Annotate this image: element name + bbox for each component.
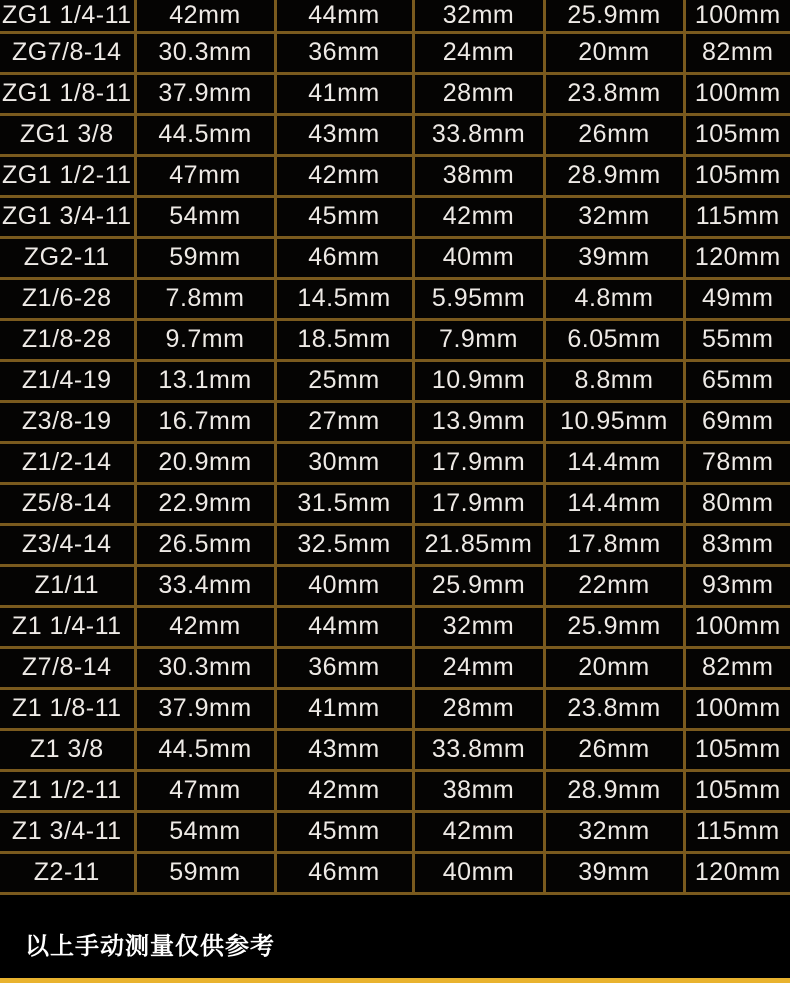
dimension-cell: 23.8mm <box>544 688 684 729</box>
dimension-cell: 28.9mm <box>544 155 684 196</box>
dimension-cell: 22mm <box>544 565 684 606</box>
dimension-cell: 20mm <box>544 32 684 73</box>
dimension-cell: 55mm <box>684 319 790 360</box>
dimension-cell: 28.9mm <box>544 770 684 811</box>
dimension-cell: 82mm <box>684 32 790 73</box>
dimension-cell: 25.9mm <box>544 606 684 647</box>
dimension-cell: 39mm <box>544 237 684 278</box>
thread-spec-cell: Z7/8-14 <box>0 647 135 688</box>
dimension-cell: 69mm <box>684 401 790 442</box>
dimension-cell: 59mm <box>135 852 275 893</box>
dimension-cell: 38mm <box>413 770 544 811</box>
dimension-cell: 17.9mm <box>413 442 544 483</box>
dimension-cell: 115mm <box>684 196 790 237</box>
dimension-cell: 20mm <box>544 647 684 688</box>
dimension-cell: 44mm <box>275 606 413 647</box>
dimension-cell: 24mm <box>413 32 544 73</box>
dimension-cell: 40mm <box>413 852 544 893</box>
thread-spec-cell: ZG1 1/4-11 <box>0 0 135 32</box>
dimension-cell: 45mm <box>275 196 413 237</box>
dimension-cell: 120mm <box>684 852 790 893</box>
table-row <box>0 155 790 196</box>
table-row <box>0 442 790 483</box>
dimension-cell: 44.5mm <box>135 729 275 770</box>
table-row <box>0 196 790 237</box>
table-row <box>0 319 790 360</box>
dimension-cell: 43mm <box>275 114 413 155</box>
dimension-cell: 30.3mm <box>135 32 275 73</box>
dimension-cell: 42mm <box>275 155 413 196</box>
table-row <box>0 0 790 32</box>
dimension-cell: 37.9mm <box>135 688 275 729</box>
table-row <box>0 606 790 647</box>
dimension-cell: 14.4mm <box>544 442 684 483</box>
dimension-cell: 10.95mm <box>544 401 684 442</box>
dimension-cell: 28mm <box>413 73 544 114</box>
dimension-cell: 25.9mm <box>413 565 544 606</box>
dimension-cell: 105mm <box>684 770 790 811</box>
dimension-cell: 5.95mm <box>413 278 544 319</box>
table-row <box>0 729 790 770</box>
dimension-cell: 37.9mm <box>135 73 275 114</box>
table-row <box>0 483 790 524</box>
dimension-cell: 93mm <box>684 565 790 606</box>
thread-spec-cell: Z1/6-28 <box>0 278 135 319</box>
dimension-cell: 20.9mm <box>135 442 275 483</box>
thread-spec-cell: ZG1 3/4-11 <box>0 196 135 237</box>
dimension-cell: 32mm <box>413 0 544 32</box>
dimension-cell: 42mm <box>275 770 413 811</box>
dimension-cell: 54mm <box>135 811 275 852</box>
dimension-cell: 105mm <box>684 729 790 770</box>
dimension-cell: 32mm <box>544 811 684 852</box>
dimension-cell: 30mm <box>275 442 413 483</box>
table-row <box>0 524 790 565</box>
table-row <box>0 688 790 729</box>
dimension-cell: 18.5mm <box>275 319 413 360</box>
dimension-cell: 42mm <box>413 196 544 237</box>
dimension-cell: 21.85mm <box>413 524 544 565</box>
dimension-cell: 41mm <box>275 73 413 114</box>
dimension-cell: 16.7mm <box>135 401 275 442</box>
dimension-cell: 44mm <box>275 0 413 32</box>
dimension-cell: 49mm <box>684 278 790 319</box>
table-row <box>0 401 790 442</box>
thread-spec-cell: Z1/4-19 <box>0 360 135 401</box>
table-row <box>0 852 790 893</box>
dimension-cell: 26.5mm <box>135 524 275 565</box>
footer-reference-note: 以上手动测量仅供参考 <box>25 933 275 960</box>
dimension-cell: 4.8mm <box>544 278 684 319</box>
thread-spec-cell: Z1 1/2-11 <box>0 770 135 811</box>
dimension-cell: 40mm <box>413 237 544 278</box>
dimension-cell: 47mm <box>135 770 275 811</box>
dimension-cell: 24mm <box>413 647 544 688</box>
thread-spec-cell: ZG1 1/8-11 <box>0 73 135 114</box>
dimension-cell: 32.5mm <box>275 524 413 565</box>
thread-spec-cell: Z2-11 <box>0 852 135 893</box>
dimension-cell: 115mm <box>684 811 790 852</box>
dimension-cell: 83mm <box>684 524 790 565</box>
dimension-cell: 36mm <box>275 647 413 688</box>
dimension-cell: 6.05mm <box>544 319 684 360</box>
table-row <box>0 32 790 73</box>
table-row <box>0 278 790 319</box>
dimension-cell: 7.9mm <box>413 319 544 360</box>
dimension-cell: 23.8mm <box>544 73 684 114</box>
dimension-cell: 36mm <box>275 32 413 73</box>
thread-spec-cell: Z1 3/8 <box>0 729 135 770</box>
dimension-cell: 46mm <box>275 852 413 893</box>
table-row <box>0 770 790 811</box>
thread-spec-cell: Z1/11 <box>0 565 135 606</box>
dimension-cell: 22.9mm <box>135 483 275 524</box>
dimension-cell: 26mm <box>544 729 684 770</box>
thread-spec-cell: ZG1 1/2-11 <box>0 155 135 196</box>
dimension-cell: 17.9mm <box>413 483 544 524</box>
dimension-cell: 44.5mm <box>135 114 275 155</box>
table-row <box>0 114 790 155</box>
dimension-cell: 25mm <box>275 360 413 401</box>
dimension-cell: 105mm <box>684 155 790 196</box>
dimension-cell: 33.8mm <box>413 114 544 155</box>
dimension-cell: 8.8mm <box>544 360 684 401</box>
table-row <box>0 565 790 606</box>
dimension-cell: 14.4mm <box>544 483 684 524</box>
dimension-cell: 46mm <box>275 237 413 278</box>
thread-spec-cell: Z1 1/4-11 <box>0 606 135 647</box>
dimension-cell: 42mm <box>135 606 275 647</box>
dimension-cell: 100mm <box>684 606 790 647</box>
dimension-cell: 120mm <box>684 237 790 278</box>
dimension-cell: 82mm <box>684 647 790 688</box>
thread-spec-cell: ZG1 3/8 <box>0 114 135 155</box>
bottom-accent-bar <box>0 978 790 983</box>
dimension-cell: 65mm <box>684 360 790 401</box>
dimension-cell: 39mm <box>544 852 684 893</box>
thread-spec-cell: Z1/2-14 <box>0 442 135 483</box>
table-row <box>0 811 790 852</box>
table-row <box>0 73 790 114</box>
thread-spec-cell: Z3/8-19 <box>0 401 135 442</box>
dimension-cell: 25.9mm <box>544 0 684 32</box>
dimension-cell: 40mm <box>275 565 413 606</box>
dimension-cell: 42mm <box>135 0 275 32</box>
dimension-cell: 10.9mm <box>413 360 544 401</box>
dimension-cell: 33.4mm <box>135 565 275 606</box>
table-row <box>0 237 790 278</box>
dimension-cell: 27mm <box>275 401 413 442</box>
dimension-cell: 59mm <box>135 237 275 278</box>
dimension-cell: 14.5mm <box>275 278 413 319</box>
dimension-cell: 100mm <box>684 73 790 114</box>
thread-spec-cell: Z1 1/8-11 <box>0 688 135 729</box>
dimension-cell: 30.3mm <box>135 647 275 688</box>
dimension-cell: 105mm <box>684 114 790 155</box>
dimension-cell: 7.8mm <box>135 278 275 319</box>
dimension-cell: 26mm <box>544 114 684 155</box>
dimension-cell: 45mm <box>275 811 413 852</box>
dimension-cell: 13.9mm <box>413 401 544 442</box>
dimension-cell: 13.1mm <box>135 360 275 401</box>
thread-spec-cell: Z1 3/4-11 <box>0 811 135 852</box>
dimension-cell: 80mm <box>684 483 790 524</box>
dimension-cell: 31.5mm <box>275 483 413 524</box>
dimension-cell: 9.7mm <box>135 319 275 360</box>
table-row <box>0 360 790 401</box>
dimension-cell: 100mm <box>684 0 790 32</box>
dimension-cell: 47mm <box>135 155 275 196</box>
dimension-cell: 100mm <box>684 688 790 729</box>
thread-spec-cell: ZG2-11 <box>0 237 135 278</box>
dimension-cell: 32mm <box>413 606 544 647</box>
dimension-cell: 78mm <box>684 442 790 483</box>
dimension-cell: 42mm <box>413 811 544 852</box>
thread-spec-cell: Z1/8-28 <box>0 319 135 360</box>
dimension-cell: 33.8mm <box>413 729 544 770</box>
thread-spec-cell: Z5/8-14 <box>0 483 135 524</box>
thread-spec-cell: ZG7/8-14 <box>0 32 135 73</box>
dimension-cell: 54mm <box>135 196 275 237</box>
dimension-cell: 41mm <box>275 688 413 729</box>
dimension-cell: 38mm <box>413 155 544 196</box>
dimension-cell: 43mm <box>275 729 413 770</box>
dimension-cell: 28mm <box>413 688 544 729</box>
table-row <box>0 647 790 688</box>
dimension-cell: 17.8mm <box>544 524 684 565</box>
thread-spec-cell: Z3/4-14 <box>0 524 135 565</box>
dimension-cell: 32mm <box>544 196 684 237</box>
